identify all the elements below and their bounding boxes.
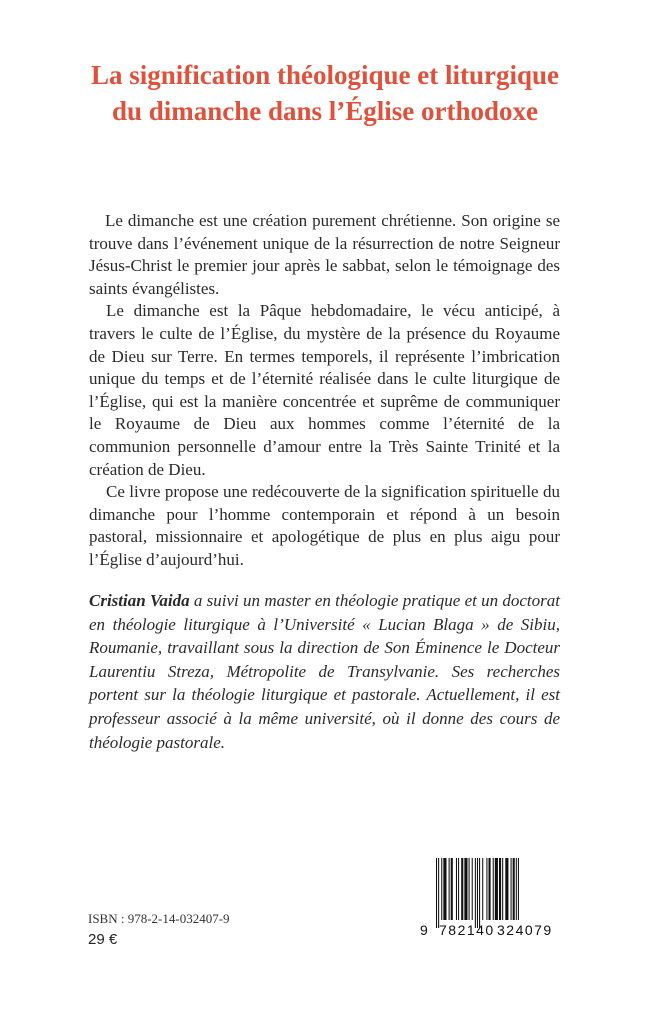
- barcode-bar: [472, 858, 473, 920]
- barcode-bar: [493, 858, 494, 920]
- barcode-bar: [461, 858, 463, 920]
- barcode-bar: [516, 858, 517, 920]
- book-title-line-2: du dimanche dans l’Église orthodoxe: [111, 96, 539, 126]
- isbn: ISBN : 978-2-14-032407-9: [88, 911, 230, 926]
- blurb-paragraph-1: Le dimanche est une création purement chrétienne. Son origine se trouve dans l’événement unique de la résurrection de notre Seigneur Jésus-Christ le premier jour après le sabbat, selon le témoignage des saints évangélistes.: [89, 211, 560, 298]
- price: 29 €: [88, 931, 118, 948]
- barcode-bar: [458, 858, 459, 920]
- barcode-group-right: 324079: [497, 922, 553, 938]
- barcode-bar: [464, 858, 467, 920]
- author-name: Cristian Vaida: [89, 591, 190, 610]
- blurb-paragraph-3: Ce livre propose une redécouverte de la signification spirituelle du dimanche pour l’homme contemporain et répond à un besoin pastoral, missionnaire et apologétique de plus en plus aigu pour l’Église d’aujourd’hui.: [89, 482, 560, 569]
- barcode-bars: [434, 858, 554, 928]
- barcode-bar: [477, 858, 478, 928]
- barcode-bar: [482, 858, 483, 920]
- barcode-bar: [456, 858, 457, 920]
- barcode-bar: [518, 858, 519, 920]
- barcode-bar: [441, 858, 442, 920]
- barcode-digit-first: 9: [420, 922, 428, 938]
- barcode-group-left: 782140: [439, 922, 495, 938]
- barcode-bar: [443, 858, 446, 920]
- barcode-bar: [436, 858, 437, 928]
- blurb-paragraph-2: Le dimanche est la Pâque hebdomadaire, le vécu anticipé, à travers le culte de l’Église, du mystère de la présence du Royaume de Dieu sur Terre. En termes temporels, il représente l’imbrication unique du temps et de l’éternité réalisée dans le culte liturgique de l’Église, qui est la manière concentrée et suprême de communiquer le Royaume de Dieu aux hommes comme l’éternité de la communion personnelle d’amour entre la Très Sainte Trinité et la création de Dieu.: [89, 301, 560, 479]
- barcode-bar: [479, 858, 480, 928]
- barcode-bar: [505, 858, 508, 920]
- barcode-bar: [495, 858, 498, 920]
- barcode-bar: [513, 858, 515, 920]
- book-title-line-1: La signification théologique et liturgique: [90, 60, 560, 90]
- barcode-bar: [449, 858, 450, 920]
- barcode-bar: [502, 858, 503, 920]
- author-bio: [89, 589, 560, 754]
- barcode-bar: [451, 858, 453, 920]
- barcode-bar: [486, 858, 487, 920]
- barcode: [410, 858, 560, 940]
- book-title: [40, 57, 610, 129]
- barcode-bar: [475, 858, 476, 928]
- barcode-bar: [511, 858, 512, 920]
- blurb: [89, 210, 560, 572]
- barcode-bar: [469, 858, 470, 920]
- author-bio-text: a suivi un master en théologie pratique et un doctorat en théologie liturgique à l’Université « Lucian Blaga » de Sibiu, Roumanie, travaillant sous la direction de Son Éminence le Docteur Laurentiu Streza, Métropolite de Transylvanie. Ses recherches portent sur la théologie liturgique et pastorale. Actuellement, il est professeur associé à la même université, où il donne des cours de théologie pastorale.: [89, 591, 560, 752]
- barcode-bar: [489, 858, 491, 920]
- barcode-bar: [438, 858, 439, 928]
- barcode-bar: [499, 858, 501, 920]
